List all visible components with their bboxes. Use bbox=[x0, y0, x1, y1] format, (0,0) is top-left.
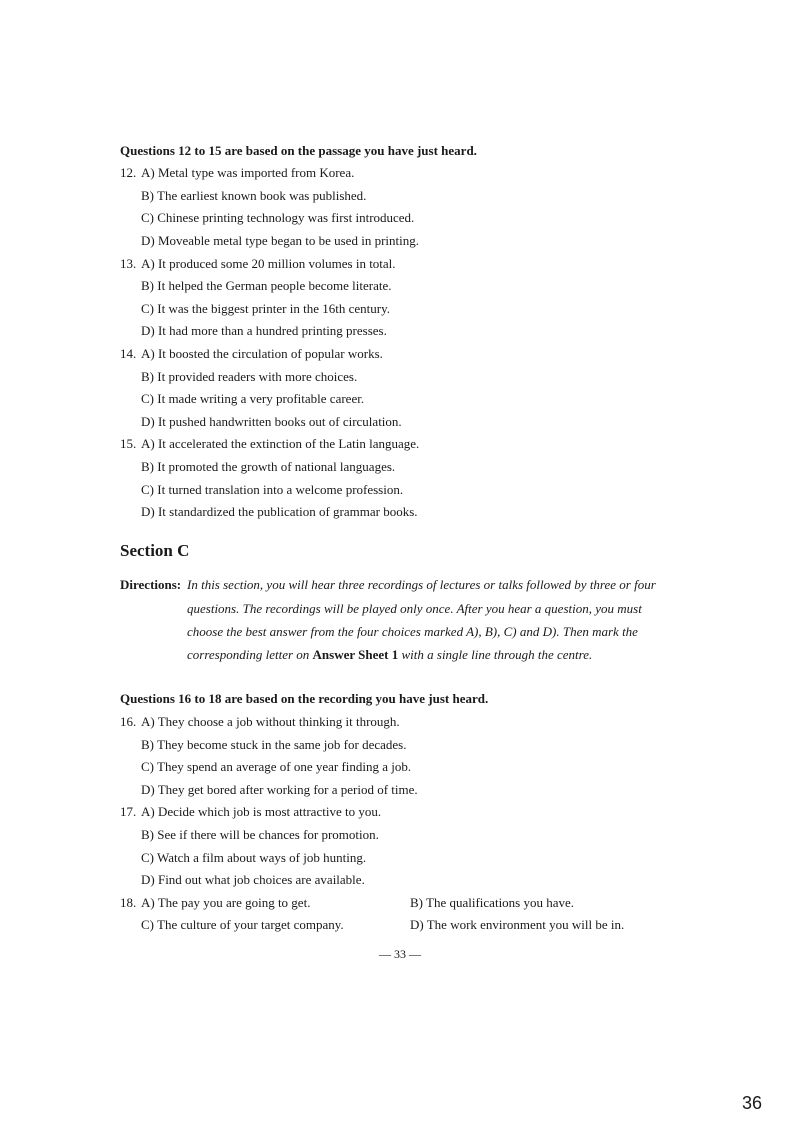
directions-label: Directions: bbox=[120, 577, 182, 592]
option: A) Metal type was imported from Korea. bbox=[141, 165, 355, 180]
directions-text-part: with a single line through the centre. bbox=[401, 647, 593, 662]
option: D) Moveable metal type began to be used in printing. bbox=[141, 233, 419, 248]
option: D) The work environment you will be in. bbox=[410, 917, 625, 932]
option: C) Watch a film about ways of job hunting. bbox=[141, 850, 367, 865]
option: A) The pay you are going to get. bbox=[141, 895, 311, 910]
directions-text bbox=[187, 647, 592, 663]
option: C) Chinese printing technology was first introduced. bbox=[141, 210, 415, 225]
option: C) It turned translation into a welcome profession. bbox=[141, 482, 404, 497]
option: D) It standardized the publication of grammar books. bbox=[141, 504, 418, 519]
question-number: 13. bbox=[120, 256, 137, 271]
option: A) It boosted the circulation of popular works. bbox=[141, 346, 383, 361]
question-number: 17. bbox=[120, 804, 137, 819]
questions-16-18-header: Questions 16 to 18 are based on the recording you have just heard. bbox=[120, 691, 489, 706]
section-title: Section C bbox=[120, 541, 190, 560]
option: D) It had more than a hundred printing presses. bbox=[141, 323, 387, 338]
question-number: 12. bbox=[120, 165, 137, 180]
option: B) It helped the German people become literate. bbox=[141, 278, 392, 293]
option: B) See if there will be chances for promotion. bbox=[141, 827, 379, 842]
question-number: 15. bbox=[120, 436, 137, 451]
question-number: 14. bbox=[120, 346, 137, 361]
option: C) It made writing a very profitable career. bbox=[141, 391, 365, 406]
corner-page-number: 36 bbox=[741, 1093, 762, 1113]
option: C) It was the biggest printer in the 16th century. bbox=[141, 301, 390, 316]
option: A) It accelerated the extinction of the Latin language. bbox=[141, 436, 420, 451]
question-number: 18. bbox=[120, 895, 137, 910]
page-number: — 33 — bbox=[379, 947, 421, 961]
option: A) Decide which job is most attractive to you. bbox=[141, 804, 382, 819]
option: A) They choose a job without thinking it through. bbox=[141, 714, 400, 729]
option: B) It provided readers with more choices. bbox=[141, 369, 358, 384]
answer-sheet-label: Answer Sheet 1 bbox=[312, 647, 399, 662]
option: B) The earliest known book was published. bbox=[141, 188, 367, 203]
option: C) The culture of your target company. bbox=[141, 917, 344, 932]
questions-12-15-header: Questions 12 to 15 are based on the passage you have just heard. bbox=[120, 143, 477, 158]
directions-text: choose the best answer from the four choices marked A), B), C) and D). Then mark the bbox=[187, 624, 638, 639]
directions-text: questions. The recordings will be played only once. After you hear a question, you must bbox=[187, 601, 642, 616]
option: D) Find out what job choices are available. bbox=[141, 872, 365, 887]
option: D) They get bored after working for a period of time. bbox=[141, 782, 418, 797]
question-number: 16. bbox=[120, 714, 137, 729]
option: B) The qualifications you have. bbox=[410, 895, 575, 910]
option: D) It pushed handwritten books out of circulation. bbox=[141, 414, 402, 429]
directions-text-part: corresponding letter on bbox=[187, 647, 310, 662]
directions-text: In this section, you will hear three recordings of lectures or talks followed by three or four bbox=[187, 577, 656, 592]
option: C) They spend an average of one year finding a job. bbox=[141, 759, 412, 774]
option: B) It promoted the growth of national languages. bbox=[141, 459, 396, 474]
option: B) They become stuck in the same job for decades. bbox=[141, 737, 407, 752]
option: A) It produced some 20 million volumes in total. bbox=[141, 256, 396, 271]
